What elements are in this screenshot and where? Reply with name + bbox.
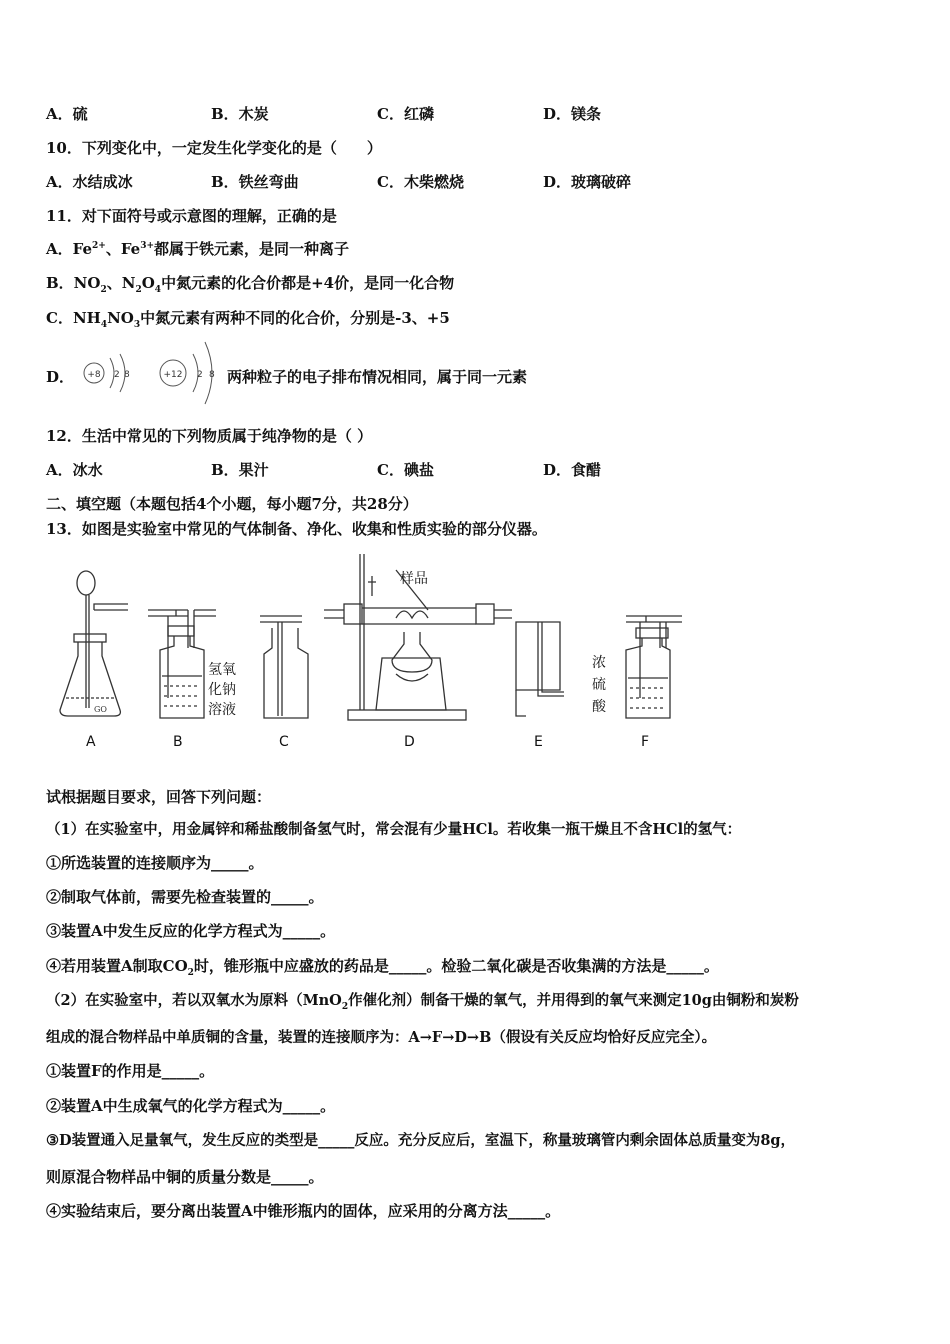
q12-option-c: C．碘盐 bbox=[377, 461, 434, 479]
apparatus-c-bottle bbox=[260, 616, 308, 718]
q13-part2-1: ①装置F的作用是_____。 bbox=[46, 1062, 215, 1080]
apparatus-a-flask bbox=[60, 571, 128, 716]
q12-option-b: B．果汁 bbox=[211, 461, 269, 479]
q13-part1: （1）在实验室中，用金属锌和稀盐酸制备氢气时，常会混有少量HCl。若收集一瓶干燥且不含HCl的氢气： bbox=[46, 821, 742, 838]
label-conc-sulfuric-acid bbox=[592, 652, 612, 718]
q11-option-d-label: D． bbox=[46, 368, 75, 386]
naoh-line-2: 化钠 bbox=[208, 682, 236, 698]
label-a: A bbox=[86, 734, 96, 750]
q10-option-c: C．木柴燃烧 bbox=[377, 173, 464, 191]
label-naoh-solution bbox=[208, 660, 244, 720]
q13-part1-2: ②制取气体前，需要先检查装置的_____。 bbox=[46, 888, 324, 906]
svg-text:GO: GO bbox=[94, 705, 107, 714]
q13-part2: （2）在实验室中，若以双氧水为原料（MnO$_2$作催化剂）制备干燥的氧气，并用得到的氧气来测定10g由铜粉和炭粉 bbox=[46, 992, 799, 1012]
q9-option-c: C．红磷 bbox=[377, 105, 434, 123]
atom1-nucleus: +8 bbox=[87, 370, 101, 380]
atom-structure-diagram-2 bbox=[155, 338, 223, 406]
label-c: C bbox=[279, 734, 289, 750]
apparatus-figure bbox=[56, 548, 696, 758]
apparatus-f-bottle bbox=[626, 616, 682, 718]
q9-option-d: D．镁条 bbox=[543, 105, 602, 123]
q13-part2-2: ②装置A中生成氧气的化学方程式为_____。 bbox=[46, 1097, 336, 1115]
q13-part1-1: ①所选装置的连接顺序为_____。 bbox=[46, 854, 264, 872]
q11-option-a: A．$Fe^{2+}$、$Fe^{3+}$都属于铁元素，是同一种离子 bbox=[46, 240, 350, 258]
q9-option-a: A．硫 bbox=[46, 105, 88, 123]
atom1-shell1: 2 bbox=[114, 370, 120, 380]
acid-line-2: 硫 bbox=[592, 677, 606, 693]
label-d: D bbox=[404, 734, 415, 750]
q10-option-b: B．铁丝弯曲 bbox=[211, 173, 299, 191]
q12-option-d: D．食醋 bbox=[543, 461, 602, 479]
label-e: E bbox=[534, 734, 543, 750]
q12-option-a: A．冰水 bbox=[46, 461, 103, 479]
apparatus-e-collector bbox=[516, 622, 564, 716]
atom1-shell2: 8 bbox=[124, 370, 130, 380]
q13-part2-4: ④实验结束后，要分离出装置A中锥形瓶内的固体，应采用的分离方法_____。 bbox=[46, 1202, 561, 1220]
naoh-line-1: 氢氧 bbox=[208, 662, 236, 678]
label-b: B bbox=[173, 734, 183, 750]
atom2-shell1: 2 bbox=[197, 370, 203, 380]
q13-part2-3: ③D装置通入足量氧气，发生反应的类型是_____反应。充分反应后，室温下，称量玻璃管内剩余固体总质量变为8g， bbox=[46, 1132, 796, 1149]
q13-part2-3b: 则原混合物样品中铜的质量分数是_____。 bbox=[46, 1168, 324, 1186]
naoh-line-3: 溶液 bbox=[208, 702, 236, 718]
q10-option-a: A．水结成冰 bbox=[46, 173, 133, 191]
atom-structure-diagram-1 bbox=[80, 350, 140, 400]
q10-option-d: D．玻璃破碎 bbox=[543, 173, 632, 191]
q11-stem: 11．对下面符号或示意图的理解，正确的是 bbox=[46, 207, 337, 225]
q13-intro: 试根据题目要求，回答下列问题： bbox=[46, 788, 272, 806]
q13-part1-3: ③装置A中发生反应的化学方程式为_____。 bbox=[46, 922, 336, 940]
q12-stem: 12．生活中常见的下列物质属于纯净物的是（ ） bbox=[46, 427, 373, 445]
label-sample: 样品 bbox=[400, 571, 428, 587]
q11-option-b: B．$NO_2$、$N_2O_4$中氮元素的化合价都是+4价，是同一化合物 bbox=[46, 274, 455, 295]
apparatus-b-bottle bbox=[148, 610, 216, 718]
q13-part2-cont: 组成的混合物样品中单质铜的含量，装置的连接顺序为：A→F→D→B（假设有关反应均恰好反应完全）。 bbox=[46, 1029, 717, 1046]
q10-stem: 10．下列变化中，一定发生化学变化的是（ ） bbox=[46, 139, 382, 157]
q11-option-c: C．$NH_4NO_3$中氮元素有两种不同的化合价，分别是-3、+5 bbox=[46, 309, 450, 330]
acid-line-3: 酸 bbox=[592, 699, 606, 715]
atom2-nucleus: +12 bbox=[163, 370, 183, 380]
acid-line-1: 浓 bbox=[592, 655, 606, 671]
q13-part1-4: ④若用装置A制取$CO_2$时，锥形瓶中应盛放的药品是_____。检验二氧化碳是否收集满的方法是_____。 bbox=[46, 957, 719, 978]
section-heading: 二、填空题（本题包括4个小题，每小题7分，共28分） bbox=[46, 495, 418, 513]
q13-stem: 13．如图是实验室中常见的气体制备、净化、收集和性质实验的部分仪器。 bbox=[46, 520, 547, 538]
q9-option-b: B．木炭 bbox=[211, 105, 269, 123]
atom2-shell2: 8 bbox=[209, 370, 215, 380]
q11-option-d-text: 两种粒子的电子排布情况相同，属于同一元素 bbox=[227, 368, 528, 386]
label-f: F bbox=[641, 734, 650, 750]
